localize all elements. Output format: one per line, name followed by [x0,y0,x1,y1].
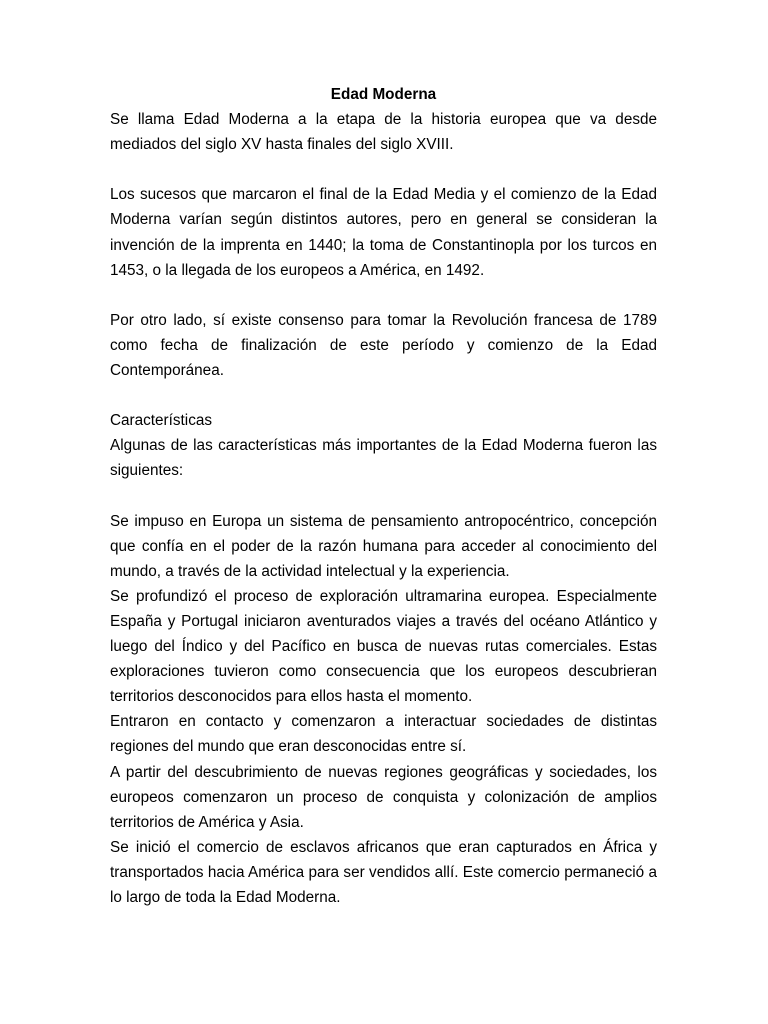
characteristic-item: Se inició el comercio de esclavos africanos que eran capturados en África y transportados hacia América para ser vendidos allí. Este comercio permaneció a lo largo de toda la Edad Moderna. [110,838,657,906]
section-intro: Algunas de las características más importantes de la Edad Moderna fueron las siguientes: [110,437,657,480]
characteristic-item: Entraron en contacto y comenzaron a interactuar sociedades de distintas regiones del mundo que eran desconocidas entre sí. [110,713,657,756]
document-page [110,82,657,910]
characteristic-item: A partir del descubrimiento de nuevas regiones geográficas y sociedades, los europeos comenzaron un proceso de conquista y colonización de amplios territorios de América y Asia. [110,763,657,831]
blank-line [110,383,657,408]
document-title: Edad Moderna [330,86,437,103]
blank-line [110,283,657,308]
intro-paragraph: Se llama Edad Moderna a la etapa de la historia europea que va desde mediados del siglo XV hasta finales del siglo XVIII. [110,111,657,154]
paragraph-end-of-modern-age: Por otro lado, sí existe consenso para tomar la Revolución francesa de 1789 como fecha de finalización de este período y comienzo de la Edad Contemporánea. [110,311,657,380]
section-heading: Características [110,412,213,430]
blank-line [110,157,657,182]
blank-line [110,484,657,509]
paragraph-start-of-modern-age: Los sucesos que marcaron el final de la Edad Media y el comienzo de la Edad Moderna varían según distintos autores, pero en general se consideran la invención de la imprenta en 1440; la toma de Constantinopla por los turcos en 1453, o la llegada de los europeos a América, en 1492. [110,186,657,279]
characteristic-item: Se impuso en Europa un sistema de pensamiento antropocéntrico, concepción que confía en el poder de la razón humana para acceder al conocimiento del mundo, a través de la actividad intelectual y la experiencia. [110,512,657,580]
characteristic-item: Se profundizó el proceso de exploración ultramarina europea. Especialmente España y Portugal iniciaron aventurados viajes a través del océano Atlántico y luego del Índico y del Pacífico en busca de nuevas rutas comerciales. Estas exploraciones tuvieron como consecuencia que los europeos descubrieran territorios desconocidos para ellos hasta el momento. [110,587,657,706]
